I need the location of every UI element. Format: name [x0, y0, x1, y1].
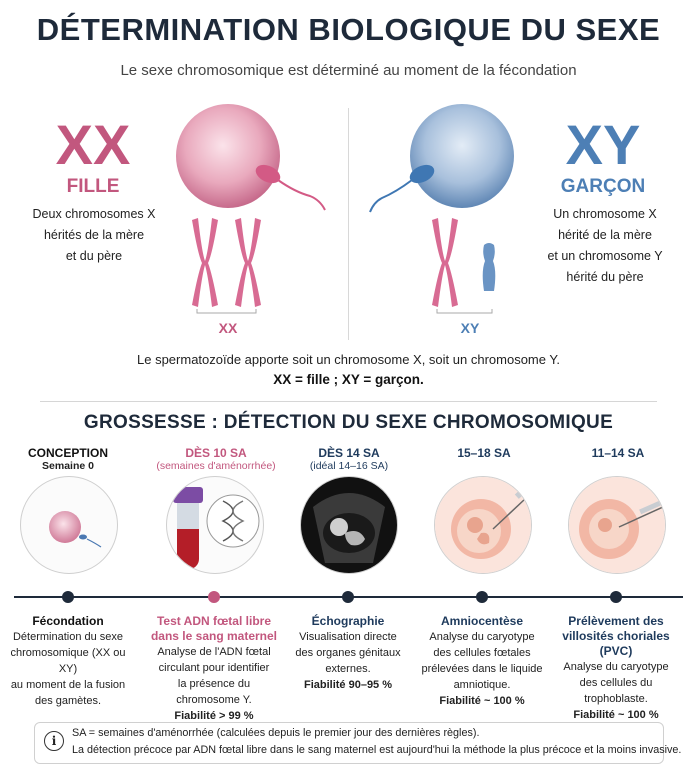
info-line: SA = semaines d'aménorrhée (calculées depuis le premier jour des dernières règles).: [72, 727, 480, 739]
stage-reliability: Fiabilité 90–95 %: [303, 679, 393, 691]
stage-detail: [548, 614, 684, 723]
stage-subtitle: Semaine 0: [42, 460, 94, 472]
stage-desc-line: des gamètes.: [34, 695, 102, 707]
page-title: DÉTERMINATION BIOLOGIQUE DU SEXE: [36, 12, 661, 47]
stage-desc-line: amniotique.: [453, 679, 511, 691]
stage-name: Test ADN fœtal libre dans le sang maternel: [150, 614, 278, 643]
female-description: [20, 204, 168, 267]
ultrasound-icon: [301, 477, 397, 573]
stage-title: CONCEPTION: [27, 446, 108, 460]
male-desc-line: hérité de la mère: [558, 228, 652, 242]
male-pair-label: XY: [460, 320, 480, 336]
stage-desc-line: Visualisation directe: [299, 631, 397, 643]
egg-with-sperm-male-icon: [366, 100, 526, 220]
stage-detail: [146, 614, 282, 724]
stage-header: [553, 446, 683, 460]
stage-name: Échographie: [311, 614, 385, 628]
female-label: FILLE: [66, 176, 120, 197]
stage-detail: [414, 614, 550, 709]
info-icon: i: [44, 731, 64, 751]
stage-header: [284, 446, 414, 472]
egg-sperm-icon: [21, 477, 117, 573]
timeline-dot: [610, 591, 622, 603]
stage-desc-line: circulant pour identifier: [158, 662, 270, 674]
blood-tube-dna-icon: [167, 477, 263, 573]
stage-desc-line: des organes génitaux: [295, 647, 401, 659]
timeline-dot: [342, 591, 354, 603]
female-pair-label: XX: [218, 320, 238, 336]
female-desc-line: et du père: [65, 249, 123, 263]
stage-name: Prélèvement des villosités choriales (PVC): [562, 614, 670, 658]
cffdna-test-image: [166, 476, 264, 574]
male-desc-line: et un chromosome Y: [547, 249, 663, 263]
stage-desc-line: Analyse du caryotype: [429, 631, 535, 643]
stage-detail: [280, 614, 416, 693]
stage-desc-line: Analyse du caryotype: [563, 661, 669, 673]
stage-title: 15–18 SA: [457, 446, 511, 460]
female-desc-line: Deux chromosomes X: [32, 207, 156, 221]
stage-desc-line: Analyse de l'ADN fœtal: [157, 646, 271, 658]
stage-subtitle: (semaines d'aménorrhée): [156, 460, 276, 472]
section-divider: [40, 401, 657, 402]
stage-name: Fécondation: [32, 614, 104, 628]
amniocentesis-image: [434, 476, 532, 574]
stage-desc-line: prélevées dans le liquide: [421, 663, 543, 675]
stage-header: [419, 446, 549, 460]
stage-desc-line: externes.: [325, 663, 371, 675]
timeline-dot: [476, 591, 488, 603]
cvs-image: [568, 476, 666, 574]
stage-desc-line: Détermination du sexe: [12, 631, 124, 643]
stage-title: 11–14 SA: [591, 446, 645, 460]
female-code: XX: [55, 113, 131, 176]
male-desc-line: hérité du père: [566, 270, 644, 284]
ultrasound-image: [300, 476, 398, 574]
stage-desc-line: des cellules du trophoblaste.: [579, 677, 653, 705]
xx-chromosomes-icon: [180, 215, 280, 315]
stage-desc-line: chromosomique (XX ou XY): [10, 647, 126, 675]
stage-reliability: Fiabilité > 99 %: [174, 710, 254, 722]
stage-reliability: Fiabilité ~ 100 %: [573, 709, 659, 721]
male-description: [531, 204, 679, 288]
section-title: GROSSESSE : DÉTECTION DU SEXE CHROMOSOMIQUE: [83, 412, 614, 433]
info-line: La détection précoce par ADN fœtal libre dans le sang maternel est aujourd'hui la méthode la plus précoce et la moins invasive.: [72, 744, 682, 756]
chorionic-villus-icon: [569, 477, 665, 573]
xy-chromosomes-icon: [418, 215, 518, 315]
timeline-dot: [208, 591, 220, 603]
egg-with-sperm-female-icon: [170, 100, 330, 220]
male-code: XY: [565, 113, 641, 176]
page-subtitle: Le sexe chromosomique est déterminé au moment de la fécondation: [120, 62, 577, 79]
amniocentesis-icon: [435, 477, 531, 573]
stage-desc-line: la présence du chromosome Y.: [176, 678, 252, 706]
stage-header: [151, 446, 281, 472]
stage-title: DÈS 10 SA: [185, 446, 247, 460]
stage-desc-line: des cellules fœtales: [433, 647, 531, 659]
summary-note: XX = fille ; XY = garçon.: [273, 372, 424, 387]
male-label: GARÇON: [560, 176, 646, 197]
stage-detail: [0, 614, 136, 709]
timeline-dot: [62, 591, 74, 603]
stage-subtitle: (idéal 14–16 SA): [309, 460, 389, 472]
center-divider: [348, 108, 349, 340]
stage-desc-line: au moment de la fusion: [10, 679, 126, 691]
female-desc-line: hérités de la mère: [43, 228, 145, 242]
conception-image: [20, 476, 118, 574]
stage-reliability: Fiabilité ~ 100 %: [439, 695, 525, 707]
male-desc-line: Un chromosome X: [553, 207, 657, 221]
stage-title: DÈS 14 SA: [318, 446, 380, 460]
stage-header: [3, 446, 133, 472]
sperm-note: Le spermatozoïde apporte soit un chromosome X, soit un chromosome Y.: [137, 352, 560, 367]
stage-name: Amniocentèse: [440, 614, 524, 628]
